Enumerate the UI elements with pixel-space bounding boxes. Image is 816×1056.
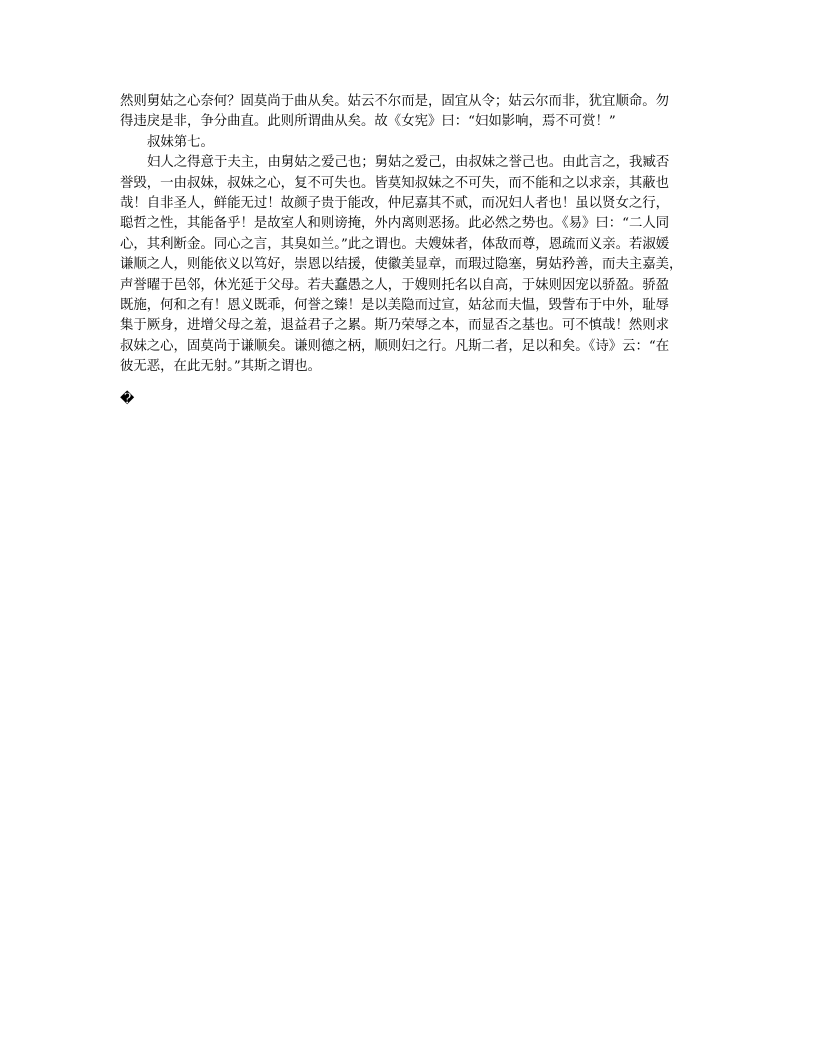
text-line: 声誉曜于邑邻，休光延于父母。若夫蠢愚之人，于嫂则托名以自高，于妹则因宠以骄盈。骄盈: [120, 277, 670, 293]
text-line: 心，其利断金。同心之言，其臭如兰。”此之谓也。夫嫂妹者，体敌而尊，恩疏而义亲。若淑媛: [120, 236, 670, 252]
text-line: 集于厥身，进增父母之羞，退益君子之累。斯乃荣辱之本，而显否之基也。可不慎哉！然则求: [120, 318, 670, 334]
text-line: 誉毁，一由叔妹，叔妹之心，复不可失也。皆莫知叔妹之不可失，而不能和之以求亲，其蔽也: [120, 175, 670, 191]
replacement-glyph: �: [120, 390, 135, 407]
text-line: 叔妹之心，固莫尚于谦顺矣。谦则德之柄，顺则妇之行。凡斯二者，足以和矣。《诗》云：“在: [120, 338, 670, 354]
text-line: 然则舅姑之心奈何？固莫尚于曲从矣。姑云不尔而是，固宜从令；姑云尔而非，犹宜顺命。勿: [120, 94, 670, 109]
text-line: 哉！自非圣人，鲜能无过！故颜子贵于能改，仲尼嘉其不贰，而况妇人者也！虽以贤女之行，: [120, 196, 670, 212]
section-heading: 叔妹第七。: [147, 134, 214, 150]
text-line: 得违戾是非，争分曲直。此则所谓曲从矣。故《女宪》曰：“妇如影响，焉不可赏！”: [120, 114, 616, 130]
text-line: 妇人之得意于夫主，由舅姑之爱己也；舅姑之爱己，由叔妹之誉己也。由此言之，我臧否: [147, 155, 670, 171]
text-line: 谦顺之人，则能依义以笃好，崇恩以结援，使徽美显章，而瑕过隐塞，舅姑矜善，而夫主嘉美，: [120, 257, 683, 273]
text-line: 聪哲之性，其能备乎！是故室人和则谤掩，外内离则恶扬。此必然之势也。《易》曰：“二人同: [120, 216, 670, 232]
text-line: 彼无恶，在此无射。”其斯之谓也。: [120, 359, 322, 375]
text-line: 既施，何和之有！恩义既乖，何誉之臻！是以美隐而过宣，姑忿而夫愠，毁訾布于中外，耻辱: [120, 298, 670, 314]
document-page: [120, 92, 696, 409]
